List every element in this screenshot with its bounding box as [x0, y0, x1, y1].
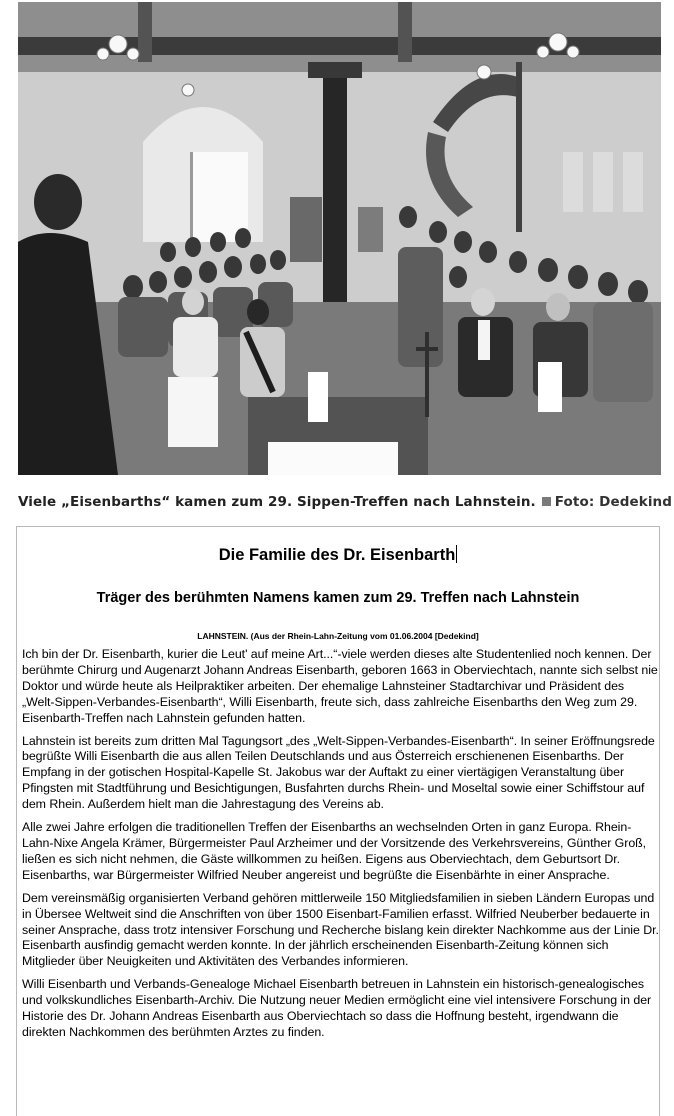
caption-text: Viele „Eisenbarths“ kamen zum 29. Sippen-Treffen nach Lahnstein. — [18, 494, 536, 510]
article-paragraph: Willi Eisenbarth und Verbands-Genealoge Michael Eisenbarth betreuen in Lahnstein ein historisch-genealogisches und volkskundliches Eisenbarth-Archiv. Die Nutzung neuer Medien ermöglicht eine viel intensivere Forschung in der Historie des Dr. Johann Andreas Eisenbarth aus Oberviechtach so dass die Hoffnung besteht, irgendwann die direkten Nachkommen des berühmten Arztes zu finden. — [22, 977, 652, 1039]
article-box — [16, 526, 660, 1116]
photo-caption — [18, 494, 673, 510]
photo-illustration — [18, 2, 661, 475]
caption-credit: Foto: Dedekind — [554, 494, 673, 510]
article-subheadline: Träger des berühmten Namens kamen zum 29. Treffen nach Lahnstein — [96, 590, 580, 606]
article-paragraph: Ich bin der Dr. Eisenbarth, kurier die Leut' auf meine Art...“-viele werden dieses alte Studentenlied noch kennen. Der berühmte Chirurg und Augenarzt Johann Andreas Eisenbarth, geboren 1663 in Oberviechtach, nannte sich selbst nie Doktor und würde heute als Heilpraktiker arbeiten. Der ehemalige Lahnsteiner Stadtarchivar und Präsident des „Welt-Sippen-Verbandes-Eisenbarth“, Willi Eisenbarth, freute sich, dass zahlreiche Eisenbarths den Weg zum 29. Eisenbarth-Treffen nach Lahnstein gefunden hatten. — [22, 647, 658, 725]
text-cursor — [456, 545, 457, 563]
caption-separator-square — [542, 497, 551, 506]
article-headline — [17, 545, 659, 565]
article-headline-text: Die Familie des Dr. Eisenbarth — [218, 546, 456, 564]
article-dateline: LAHNSTEIN. (Aus der Rhein-Lahn-Zeitung vom 01.06.2004 [Dedekind] — [197, 631, 479, 641]
article-paragraph: Lahnstein ist bereits zum dritten Mal Tagungsort „des „Welt-Sippen-Verbandes-Eisenbarth“. In seiner Eröffnungsrede begrüßte Willi Eisenbarth die aus allen Teilen Deutschlands und aus Österreich erschienenen Eisenbarths. Der Empfang in der gotischen Hospital-Kapelle St. Jakobus war der Auftakt zu einer viertägigen Veranstaltung über Pfingsten mit Stadtführung und Besichtigungen, Busfahrten durchs Rhein- und Moseltal sowie einer Schiffstour auf dem Rhein. Außerdem hielt man die Jahrestagung des Vereins ab. — [22, 733, 655, 812]
article-paragraph: Dem vereinsmäßig organisierten Verband gehören mittlerweile 150 Mitgliedsfamilien in sieben Ländern Europas und in Übersee Weltweit sind die Anschriften von über 1500 Eisenbart-Familien erfasst. Wilfried Neuberber bedauerte in seiner Ansprache, dass trotz intensiver Forschung und Recherche bislang kein direkter Nachkomme aus der Linie Dr. Eisenbarth ausfindig gemacht werden konnte. In der jährlich erscheinenden Eisenbarth-Zeitung können sich Mitglieder über Neuigkeiten und Aktivitäten des Verbandes informieren. — [22, 890, 659, 969]
article-paragraph: Alle zwei Jahre erfolgen die traditionellen Treffen der Eisenbarths an wechselnden Orten in ganz Europa. Rhein-Lahn-Nixe Angela Krämer, Bürgermeister Paul Arzheimer und der Vorsitzende des Verkehrsvereins, Günther Groß, ließen es sich nicht nehmen, die Gäste willkommen zu heißen. Eigens aus Oberviechtach, dem Geburtsort Dr. Eisenbarths, war Bürgermeister Wilfried Neuber angereist und begrüßte die Eisenbärhte in einer Ansprache. — [22, 820, 647, 882]
article-body — [22, 647, 659, 1048]
article-photo — [18, 2, 661, 475]
